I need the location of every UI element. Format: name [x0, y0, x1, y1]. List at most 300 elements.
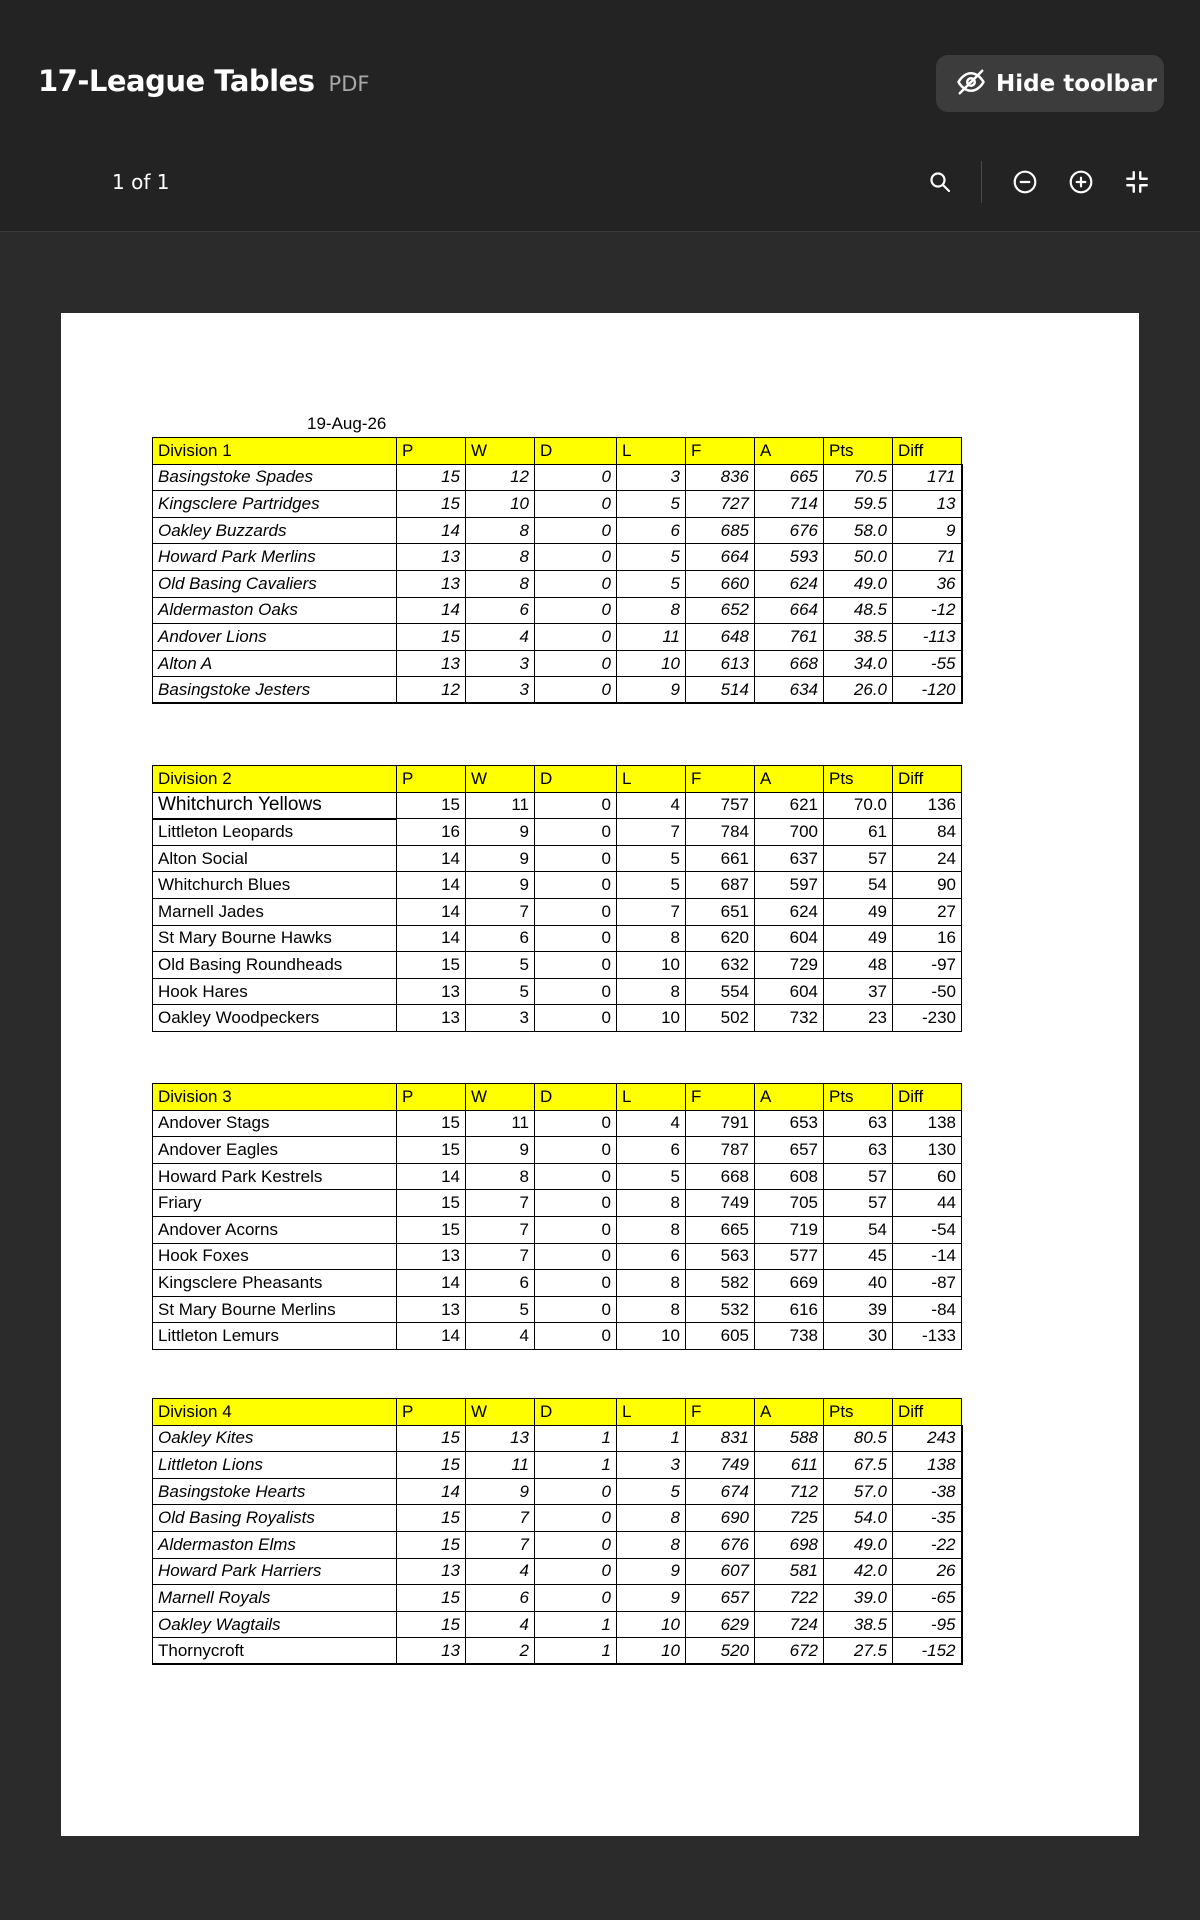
table-row: [153, 898, 962, 925]
table-row: [153, 1558, 962, 1585]
stat-cell: 57: [824, 1190, 893, 1217]
eye-off-icon: [956, 67, 986, 101]
stat-cell: 5: [617, 1478, 686, 1505]
stat-cell: 665: [686, 1216, 755, 1243]
stat-cell: 9: [893, 517, 962, 544]
stat-cell: 8: [617, 1296, 686, 1323]
team-name: Old Basing Roundheads: [153, 952, 397, 979]
team-name: Old Basing Royalists: [153, 1505, 397, 1532]
stat-cell: 676: [686, 1531, 755, 1558]
stat-cell: 14: [397, 597, 466, 624]
stat-cell: 1: [535, 1425, 617, 1452]
stat-cell: 4: [617, 1110, 686, 1137]
stat-cell: 8: [617, 1531, 686, 1558]
team-name: Basingstoke Hearts: [153, 1478, 397, 1505]
stat-cell: 8: [466, 570, 535, 597]
team-name: Thornycroft: [153, 1638, 397, 1665]
table-row: [153, 517, 962, 544]
stat-cell: 705: [755, 1190, 824, 1217]
stat-cell: 554: [686, 978, 755, 1005]
stat-cell: 831: [686, 1425, 755, 1452]
stat-cell: 14: [397, 1163, 466, 1190]
table-row: [153, 570, 962, 597]
stat-cell: 14: [397, 872, 466, 899]
stat-cell: 0: [535, 1243, 617, 1270]
division-table: [152, 437, 963, 704]
stat-cell: 15: [397, 1505, 466, 1532]
stat-cell: 4: [466, 1323, 535, 1350]
team-name: Kingsclere Partridges: [153, 491, 397, 518]
stat-cell: -35: [893, 1505, 962, 1532]
table-row: [153, 1110, 962, 1137]
stat-cell: -22: [893, 1531, 962, 1558]
stat-cell: 676: [755, 517, 824, 544]
stat-cell: 6: [466, 925, 535, 952]
stat-cell: 629: [686, 1611, 755, 1638]
hide-toolbar-label: Hide toolbar: [996, 70, 1158, 97]
table-row: [153, 1531, 962, 1558]
stat-cell: 9: [617, 1558, 686, 1585]
column-header: P: [397, 1084, 466, 1111]
stat-cell: 26: [893, 1558, 962, 1585]
stat-cell: -230: [893, 1005, 962, 1032]
stat-cell: 9: [617, 1585, 686, 1612]
table-row: [153, 1452, 962, 1479]
column-header: A: [755, 1399, 824, 1426]
column-header: F: [686, 1084, 755, 1111]
stat-cell: 8: [466, 517, 535, 544]
stat-cell: 13: [397, 1005, 466, 1032]
stat-cell: 607: [686, 1558, 755, 1585]
stat-cell: 0: [535, 677, 617, 704]
column-header: Diff: [893, 1084, 962, 1111]
division-table: [152, 1083, 962, 1350]
stat-cell: 620: [686, 925, 755, 952]
stat-cell: 27.5: [824, 1638, 893, 1665]
stat-cell: 719: [755, 1216, 824, 1243]
stat-cell: 1: [535, 1611, 617, 1638]
stat-cell: 13: [397, 1296, 466, 1323]
column-header: W: [466, 438, 535, 465]
team-name: Alton Social: [153, 845, 397, 872]
stat-cell: 1: [535, 1452, 617, 1479]
team-name: Whitchurch Blues: [153, 872, 397, 899]
stat-cell: 7: [466, 898, 535, 925]
stat-cell: 49.0: [824, 570, 893, 597]
stat-cell: 5: [466, 978, 535, 1005]
stat-cell: -55: [893, 650, 962, 677]
stat-cell: 8: [617, 1270, 686, 1297]
stat-cell: 15: [397, 1585, 466, 1612]
stat-cell: 57: [824, 845, 893, 872]
stat-cell: 7: [466, 1531, 535, 1558]
stat-cell: 15: [397, 464, 466, 491]
stat-cell: 8: [617, 978, 686, 1005]
table-row: [153, 872, 962, 899]
table-row: [153, 978, 962, 1005]
stat-cell: 577: [755, 1243, 824, 1270]
table-row: [153, 1611, 962, 1638]
document-header: [38, 64, 369, 98]
stat-cell: 9: [466, 1478, 535, 1505]
stat-cell: 784: [686, 819, 755, 846]
team-name: Marnell Jades: [153, 898, 397, 925]
column-header: L: [617, 1399, 686, 1426]
stat-cell: 136: [893, 792, 962, 819]
team-name: St Mary Bourne Merlins: [153, 1296, 397, 1323]
stat-cell: -97: [893, 952, 962, 979]
team-name: Andover Eagles: [153, 1137, 397, 1164]
stat-cell: 39.0: [824, 1585, 893, 1612]
stat-cell: -133: [893, 1323, 962, 1350]
stat-cell: 687: [686, 872, 755, 899]
stat-cell: 648: [686, 624, 755, 651]
column-header: L: [617, 766, 686, 793]
stat-cell: 593: [755, 544, 824, 571]
table-row: [153, 624, 962, 651]
column-header: F: [686, 1399, 755, 1426]
stat-cell: 604: [755, 978, 824, 1005]
stat-cell: 49: [824, 925, 893, 952]
stat-cell: 624: [755, 898, 824, 925]
column-header: Pts: [824, 438, 893, 465]
stat-cell: 624: [755, 570, 824, 597]
table-row: [153, 1270, 962, 1297]
stat-cell: 39: [824, 1296, 893, 1323]
stat-cell: 0: [535, 872, 617, 899]
stat-cell: 0: [535, 1478, 617, 1505]
stat-cell: 6: [466, 1585, 535, 1612]
stat-cell: 0: [535, 1005, 617, 1032]
stat-cell: 38.5: [824, 1611, 893, 1638]
stat-cell: 70.0: [824, 792, 893, 819]
table-row: [153, 464, 962, 491]
stat-cell: 0: [535, 925, 617, 952]
stat-cell: 15: [397, 1190, 466, 1217]
stat-cell: -95: [893, 1611, 962, 1638]
table-header-row: [153, 1399, 962, 1426]
table-row: [153, 1137, 962, 1164]
team-name: Aldermaston Elms: [153, 1531, 397, 1558]
stat-cell: 608: [755, 1163, 824, 1190]
stat-cell: 10: [617, 1005, 686, 1032]
stat-cell: 660: [686, 570, 755, 597]
column-header: P: [397, 438, 466, 465]
stat-cell: 0: [535, 491, 617, 518]
stat-cell: 616: [755, 1296, 824, 1323]
division-name: Division 4: [153, 1399, 397, 1426]
stat-cell: -84: [893, 1296, 962, 1323]
column-header: A: [755, 438, 824, 465]
column-header: W: [466, 1399, 535, 1426]
stat-cell: 10: [617, 1638, 686, 1665]
toolbar-divider: [981, 161, 982, 203]
stat-cell: 13: [397, 570, 466, 597]
stat-cell: 7: [617, 898, 686, 925]
team-name: Oakley Kites: [153, 1425, 397, 1452]
stat-cell: 84: [893, 819, 962, 846]
stat-cell: 729: [755, 952, 824, 979]
stat-cell: 4: [466, 1558, 535, 1585]
stat-cell: 6: [617, 1243, 686, 1270]
stat-cell: 8: [617, 1505, 686, 1532]
stat-cell: 30: [824, 1323, 893, 1350]
stat-cell: 50.0: [824, 544, 893, 571]
stat-cell: 4: [617, 792, 686, 819]
team-name: Howard Park Kestrels: [153, 1163, 397, 1190]
stat-cell: 749: [686, 1452, 755, 1479]
stat-cell: 15: [397, 491, 466, 518]
stat-cell: 48.5: [824, 597, 893, 624]
stat-cell: -50: [893, 978, 962, 1005]
stat-cell: 15: [397, 1137, 466, 1164]
table-row: [153, 1296, 962, 1323]
search-icon[interactable]: [923, 165, 957, 199]
stat-cell: 27: [893, 898, 962, 925]
table-row: [153, 1216, 962, 1243]
stat-cell: 16: [397, 819, 466, 846]
stat-cell: 0: [535, 570, 617, 597]
stat-cell: 8: [617, 1190, 686, 1217]
stat-cell: 14: [397, 517, 466, 544]
team-name: Oakley Woodpeckers: [153, 1005, 397, 1032]
stat-cell: 664: [686, 544, 755, 571]
stat-cell: 63: [824, 1137, 893, 1164]
column-header: P: [397, 1399, 466, 1426]
document-date: 19-Aug-26: [307, 414, 387, 433]
stat-cell: 8: [617, 1216, 686, 1243]
column-header: Pts: [824, 1084, 893, 1111]
collapse-icon[interactable]: [1120, 165, 1154, 199]
stat-cell: -113: [893, 624, 962, 651]
stat-cell: 15: [397, 952, 466, 979]
stat-cell: 11: [466, 1452, 535, 1479]
stat-cell: -14: [893, 1243, 962, 1270]
stat-cell: 38.5: [824, 624, 893, 651]
stat-cell: 674: [686, 1478, 755, 1505]
stat-cell: 45: [824, 1243, 893, 1270]
column-header: F: [686, 438, 755, 465]
stat-cell: 10: [617, 952, 686, 979]
stat-cell: 37: [824, 978, 893, 1005]
stat-cell: 13: [397, 1243, 466, 1270]
column-header: F: [686, 766, 755, 793]
stat-cell: 40: [824, 1270, 893, 1297]
column-header: Pts: [824, 766, 893, 793]
stat-cell: 13: [397, 1638, 466, 1665]
stat-cell: 1: [617, 1425, 686, 1452]
table-row: [153, 491, 962, 518]
stat-cell: 520: [686, 1638, 755, 1665]
team-name: Hook Foxes: [153, 1243, 397, 1270]
column-header: D: [535, 1084, 617, 1111]
team-name: Andover Stags: [153, 1110, 397, 1137]
stat-cell: 761: [755, 624, 824, 651]
stat-cell: 791: [686, 1110, 755, 1137]
document-title: 17-League Tables: [38, 64, 315, 98]
stat-cell: 9: [466, 1137, 535, 1164]
hide-toolbar-button[interactable]: [936, 55, 1164, 112]
stat-cell: 9: [617, 677, 686, 704]
stat-cell: 669: [755, 1270, 824, 1297]
team-name: Friary: [153, 1190, 397, 1217]
team-name: Kingsclere Pheasants: [153, 1270, 397, 1297]
stat-cell: 0: [535, 1137, 617, 1164]
table-row: [153, 597, 962, 624]
stat-cell: 604: [755, 925, 824, 952]
stat-cell: 0: [535, 517, 617, 544]
stat-cell: 727: [686, 491, 755, 518]
stat-cell: 698: [755, 1531, 824, 1558]
stat-cell: 7: [466, 1505, 535, 1532]
stat-cell: 5: [466, 952, 535, 979]
stat-cell: 665: [755, 464, 824, 491]
stat-cell: 13: [893, 491, 962, 518]
stat-cell: 57.0: [824, 1478, 893, 1505]
column-header: Diff: [893, 438, 962, 465]
team-name: Howard Park Harriers: [153, 1558, 397, 1585]
stat-cell: 15: [397, 624, 466, 651]
stat-cell: 70.5: [824, 464, 893, 491]
stat-cell: 611: [755, 1452, 824, 1479]
stat-cell: 605: [686, 1323, 755, 1350]
stat-cell: 0: [535, 1110, 617, 1137]
stat-cell: 3: [466, 650, 535, 677]
stat-cell: -120: [893, 677, 962, 704]
stat-cell: 14: [397, 1478, 466, 1505]
table-header-row: [153, 438, 962, 465]
table-row: [153, 845, 962, 872]
stat-cell: 0: [535, 845, 617, 872]
zoom-out-icon[interactable]: [1008, 165, 1042, 199]
stat-cell: 171: [893, 464, 962, 491]
table-header-row: [153, 766, 962, 793]
table-row: [153, 792, 962, 819]
team-name: Oakley Wagtails: [153, 1611, 397, 1638]
team-name: Basingstoke Jesters: [153, 677, 397, 704]
stat-cell: 9: [466, 845, 535, 872]
table-row: [153, 677, 962, 704]
stat-cell: 657: [755, 1137, 824, 1164]
stat-cell: 138: [893, 1110, 962, 1137]
stat-cell: 634: [755, 677, 824, 704]
stat-cell: 36: [893, 570, 962, 597]
page-indicator: 1 of 1: [112, 170, 170, 194]
stat-cell: 14: [397, 1323, 466, 1350]
stat-cell: 621: [755, 792, 824, 819]
team-name: Littleton Lions: [153, 1452, 397, 1479]
stat-cell: 563: [686, 1243, 755, 1270]
stat-cell: 0: [535, 597, 617, 624]
stat-cell: 15: [397, 1425, 466, 1452]
team-name: Littleton Lemurs: [153, 1323, 397, 1350]
team-name: Whitchurch Yellows: [153, 792, 397, 819]
stat-cell: 7: [466, 1216, 535, 1243]
stat-cell: 0: [535, 1190, 617, 1217]
stat-cell: 13: [397, 1558, 466, 1585]
stat-cell: 700: [755, 819, 824, 846]
stat-cell: 7: [617, 819, 686, 846]
stat-cell: 0: [535, 1216, 617, 1243]
stat-cell: 54: [824, 872, 893, 899]
table-row: [153, 1005, 962, 1032]
stat-cell: 6: [617, 517, 686, 544]
team-name: Andover Lions: [153, 624, 397, 651]
stat-cell: 712: [755, 1478, 824, 1505]
stat-cell: 10: [617, 650, 686, 677]
team-name: Andover Acorns: [153, 1216, 397, 1243]
stat-cell: 14: [397, 1270, 466, 1297]
table-row: [153, 1323, 962, 1350]
stat-cell: 632: [686, 952, 755, 979]
stat-cell: 3: [617, 1452, 686, 1479]
stat-cell: 7: [466, 1190, 535, 1217]
zoom-in-icon[interactable]: [1064, 165, 1098, 199]
column-header: D: [535, 1399, 617, 1426]
column-header: D: [535, 766, 617, 793]
stat-cell: 588: [755, 1425, 824, 1452]
column-header: A: [755, 1084, 824, 1111]
stat-cell: -65: [893, 1585, 962, 1612]
stat-cell: 613: [686, 650, 755, 677]
stat-cell: 34.0: [824, 650, 893, 677]
stat-cell: 0: [535, 952, 617, 979]
stat-cell: 637: [755, 845, 824, 872]
stat-cell: 42.0: [824, 1558, 893, 1585]
stat-cell: -38: [893, 1478, 962, 1505]
stat-cell: 0: [535, 544, 617, 571]
stat-cell: 502: [686, 1005, 755, 1032]
stat-cell: 243: [893, 1425, 962, 1452]
stat-cell: 3: [466, 1005, 535, 1032]
column-header: L: [617, 1084, 686, 1111]
stat-cell: 738: [755, 1323, 824, 1350]
stat-cell: 14: [397, 845, 466, 872]
team-name: Aldermaston Oaks: [153, 597, 397, 624]
table-row: [153, 925, 962, 952]
stat-cell: 651: [686, 898, 755, 925]
stat-cell: 6: [617, 1137, 686, 1164]
table-row: [153, 1163, 962, 1190]
stat-cell: -54: [893, 1216, 962, 1243]
stat-cell: 10: [466, 491, 535, 518]
stat-cell: 15: [397, 1531, 466, 1558]
stat-cell: 661: [686, 845, 755, 872]
team-name: Hook Hares: [153, 978, 397, 1005]
stat-cell: 24: [893, 845, 962, 872]
stat-cell: 3: [617, 464, 686, 491]
division-table: [152, 765, 962, 1032]
stat-cell: 7: [466, 1243, 535, 1270]
stat-cell: 836: [686, 464, 755, 491]
stat-cell: 44: [893, 1190, 962, 1217]
stat-cell: 13: [397, 650, 466, 677]
table-row: [153, 1585, 962, 1612]
stat-cell: 0: [535, 1531, 617, 1558]
stat-cell: 757: [686, 792, 755, 819]
table-row: [153, 544, 962, 571]
stat-cell: 138: [893, 1452, 962, 1479]
stat-cell: 15: [397, 1452, 466, 1479]
stat-cell: 0: [535, 1505, 617, 1532]
stat-cell: 724: [755, 1611, 824, 1638]
division-name: Division 1: [153, 438, 397, 465]
team-name: Marnell Royals: [153, 1585, 397, 1612]
stat-cell: 1: [535, 1638, 617, 1665]
stat-cell: 15: [397, 1611, 466, 1638]
stat-cell: 90: [893, 872, 962, 899]
stat-cell: 5: [617, 1163, 686, 1190]
